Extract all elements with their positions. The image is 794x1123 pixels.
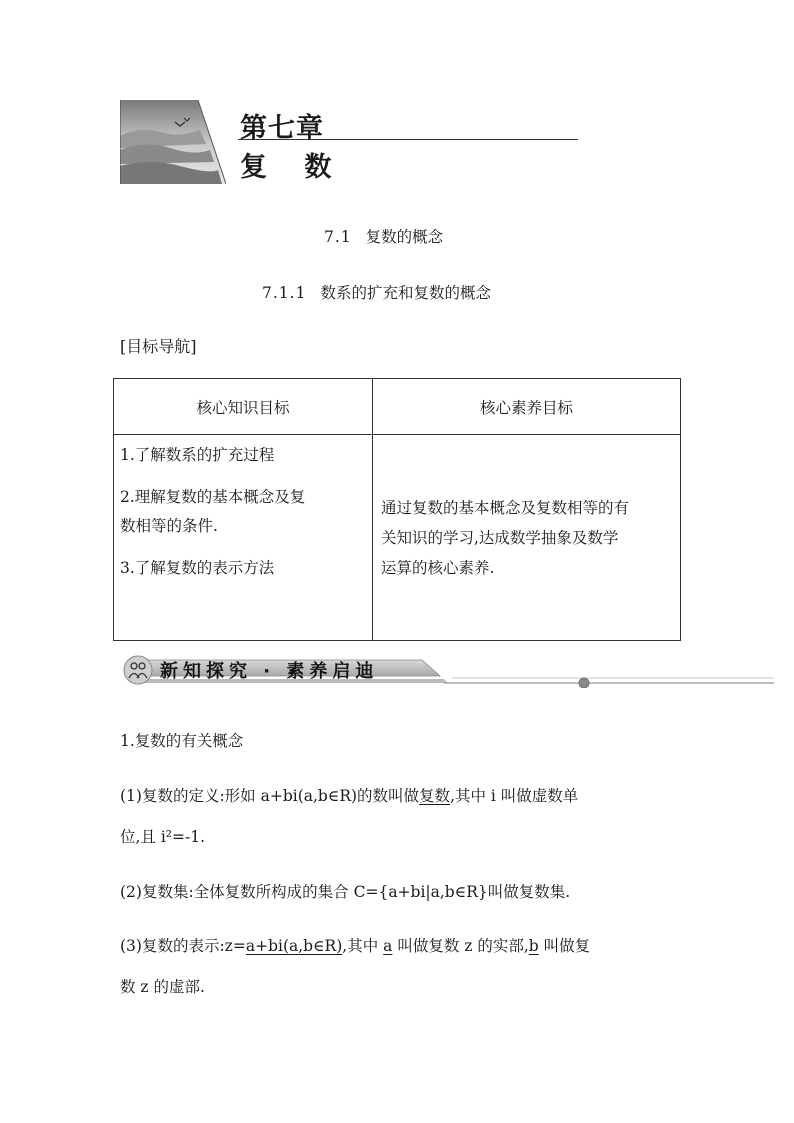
algebraic-form: a+bi(a,b∈R) [245,937,343,955]
chapter-landscape-image [120,100,226,184]
chapter-title: 复 数 [240,152,346,183]
knowledge-line: 3.了解复数的表示方法 [120,559,275,577]
representation-paragraph-line2: 数 z 的虚部. [120,978,205,996]
subsection-number: 7.1.1 [262,284,307,302]
complex-set-paragraph: (2)复数集:全体复数所构成的集合 C={a+bi|a,b∈R}叫做复数集. [120,883,571,901]
goals-label: [目标导航] [120,337,197,356]
text-run: ,其中 i 叫做虚数单 [450,787,579,805]
real-part-symbol: a [383,937,393,955]
literacy-line: 通过复数的基本概念及复数相等的有 [381,498,630,517]
knowledge-line: 数相等的条件. [120,517,218,535]
section-name: 复数的概念 [365,228,444,246]
knowledge-goals-cell [114,435,373,641]
knowledge-line: 1.了解数系的扩充过程 [120,446,275,464]
table-row [114,435,681,641]
section-title [324,225,443,247]
goals-table [113,378,681,641]
imaginary-part-symbol: b [528,937,539,955]
literacy-goals-cell [373,435,681,641]
definition-paragraph-line2: 位,且 i²=-1. [120,828,206,846]
section-number: 7.1 [324,228,352,246]
subsection-title [262,281,491,303]
text-run: 叫做复数 z 的实部, [392,937,529,955]
literacy-line: 关知识的学习,达成数学抽象及数学 [381,528,619,547]
text-run: 叫做复 [538,937,591,955]
header-literacy-goals: 核心素养目标 [373,379,681,435]
chapter-number: 第七章 [240,113,324,144]
chapter-divider [238,139,578,140]
people-icon [127,659,149,681]
content-heading: 1.复数的有关概念 [120,732,244,750]
header-knowledge-goals: 核心知识目标 [114,379,373,435]
banner-title: 新知探究 · 素养启迪 [160,661,379,682]
term-complex-number: 复数 [419,787,451,805]
text-run: (3)复数的表示:z= [120,937,246,955]
table-header-row [114,379,681,435]
subsection-name: 数系的扩充和复数的概念 [320,284,491,302]
text-run: (1)复数的定义:形如 a+bi(a,b∈R)的数叫做 [120,787,420,805]
definition-paragraph [120,784,578,806]
knowledge-line: 2.理解复数的基本概念及复 [120,488,306,506]
representation-paragraph [120,934,590,956]
literacy-line: 运算的核心素养. [381,558,495,577]
text-run: ,其中 [342,937,384,955]
